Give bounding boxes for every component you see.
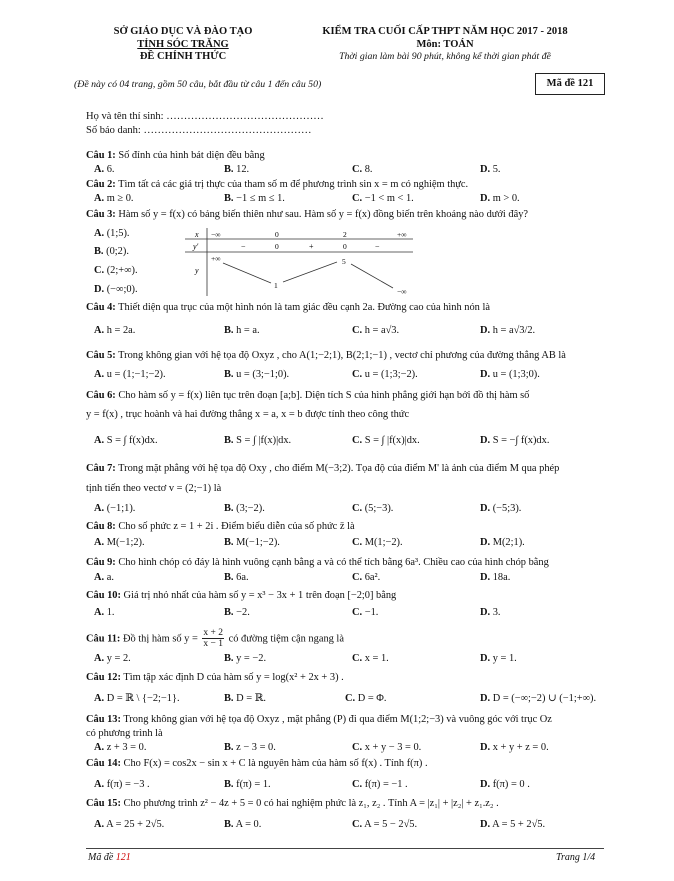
- question-4: [86, 301, 606, 314]
- vt-dy-1: 0: [275, 242, 279, 251]
- q15-option-a[interactable]: A. A = 25 + 2√5.: [94, 819, 165, 830]
- q2-option-b[interactable]: B. −1 ≤ m ≤ 1.: [224, 193, 285, 204]
- vt-x-3: +∞: [397, 230, 407, 239]
- q3-option-c[interactable]: C. (2;+∞).: [94, 265, 138, 276]
- q8-option-d[interactable]: D. M(2;1).: [480, 537, 525, 548]
- q7-text-line1: Trong mặt phẳng với hệ tọa độ Oxy , cho điểm M(−3;2). Tọa độ của điểm M' là ảnh của điểm M qua phép: [118, 463, 560, 474]
- question-14: [86, 757, 606, 770]
- q13-option-d[interactable]: D. x + y + z = 0.: [480, 742, 549, 753]
- q15-options: [0, 818, 674, 831]
- q11-options: [0, 652, 674, 665]
- q8-option-c[interactable]: C. M(1;−2).: [352, 537, 403, 548]
- q14-option-c[interactable]: C. f(π) = −1 .: [352, 779, 408, 790]
- q15-option-d[interactable]: D. A = 5 + 2√5.: [480, 819, 546, 830]
- q8-option-b[interactable]: B. M(−1;−2).: [224, 537, 280, 548]
- q7-label: Câu 7:: [86, 463, 116, 474]
- q12-label: Câu 12:: [86, 672, 121, 683]
- q5-option-b[interactable]: B. u = (3;−1;0).: [224, 369, 290, 380]
- q5-text: Trong không gian với hệ tọa độ Oxyz , cho A(1;−2;1), B(2;1;−1) , vectơ chỉ phương của đường thẳng AB là: [118, 350, 566, 361]
- q7-option-c[interactable]: C. (5;−3).: [352, 503, 394, 514]
- q3-option-b[interactable]: B. (0;2).: [94, 246, 129, 257]
- q15-option-b[interactable]: B. A = 0.: [224, 819, 262, 830]
- q3-option-a[interactable]: A. (1;5).: [94, 228, 130, 239]
- vt-y-3: −∞: [397, 287, 407, 296]
- question-2: [86, 178, 606, 191]
- vt-y-1: 1: [274, 281, 278, 290]
- q3-option-d[interactable]: D. (−∞;0).: [94, 284, 138, 295]
- question-10: [86, 589, 606, 602]
- q2-text: Tìm tất cả các giá trị thực của tham số m để phương trình sin x = m có nghiệm thực.: [118, 179, 469, 190]
- q9-option-a[interactable]: A. a.: [94, 572, 114, 583]
- q1-option-d[interactable]: D. 5.: [480, 164, 501, 175]
- q11-option-b[interactable]: B. y = −2.: [224, 653, 267, 664]
- q7-option-b[interactable]: B. (3;−2).: [224, 503, 265, 514]
- q7-text-line2: tịnh tiến theo vectơ v = (2;−1) là: [86, 483, 222, 494]
- q7-options: [0, 502, 674, 515]
- question-3: [86, 208, 606, 221]
- footer-page: Trang 1/4: [556, 852, 596, 863]
- q14-option-b[interactable]: B. f(π) = 1.: [224, 779, 271, 790]
- q15-label: Câu 15:: [86, 798, 121, 809]
- q11-fraction: [202, 628, 224, 650]
- q5-option-d[interactable]: D. u = (1;3;0).: [480, 369, 540, 380]
- footer-exam-code: [88, 852, 131, 865]
- q14-label: Câu 14:: [86, 758, 121, 769]
- q9-option-c[interactable]: C. 6a².: [352, 572, 381, 583]
- q1-text: Số đỉnh của hình bát diện đều bằng: [118, 150, 265, 161]
- q6-text-line2: y = f(x) , trục hoành và hai đường thẳng x = a, x = b được tính theo công thức: [86, 409, 410, 420]
- q2-label: Câu 2:: [86, 179, 116, 190]
- vt-y-0: +∞: [211, 254, 221, 263]
- vt-x-1: 0: [275, 230, 279, 239]
- q10-option-c[interactable]: C. −1.: [352, 607, 379, 618]
- q13-text-line2: có phương trình là: [86, 728, 163, 739]
- footer-code-number: 121: [115, 852, 131, 863]
- footer-divider: [86, 848, 604, 849]
- q6-option-a[interactable]: A. S = ∫ f(x)dx.: [94, 435, 158, 446]
- q1-option-b[interactable]: B. 12.: [224, 164, 250, 175]
- vt-dy-3: 0: [343, 242, 347, 251]
- q12-options: [0, 692, 674, 705]
- exam-title: KIỂM TRA CUỐI CẤP THPT NĂM HỌC 2017 - 2018: [322, 26, 568, 37]
- subject: Môn: TOÁN: [416, 38, 474, 50]
- q14-option-a[interactable]: A. f(π) = −3 .: [94, 779, 150, 790]
- q11-option-c[interactable]: C. x = 1.: [352, 653, 389, 664]
- q9-options: [0, 571, 674, 584]
- q6-option-b[interactable]: B. S = ∫ |f(x)|dx.: [224, 435, 292, 446]
- vt-dy-4: −: [375, 242, 380, 251]
- q6-option-c[interactable]: C. S = ∫ |f(x)|dx.: [352, 435, 420, 446]
- q6-text-line1: Cho hàm số y = f(x) liên tục trên đoạn [a;b]. Diện tích S của hình phẳng giới hạn bởi đồ thị hàm số: [118, 390, 530, 401]
- question-1: [86, 149, 606, 162]
- exam-code-box: Mã đề 121: [535, 73, 605, 95]
- q4-option-b[interactable]: B. h = a.: [224, 325, 260, 336]
- q13-label: Câu 13:: [86, 714, 121, 725]
- q7-option-a[interactable]: A. (−1;1).: [94, 503, 136, 514]
- q10-label: Câu 10:: [86, 590, 121, 601]
- q2-options: [0, 192, 674, 205]
- id-field: Số báo danh: …………………………………………: [86, 125, 312, 136]
- q12-option-d[interactable]: D. D = (−∞;−2) ∪ (−1;+∞).: [480, 693, 597, 704]
- vt-arrow-up: [283, 262, 337, 282]
- q9-text: Cho hình chóp có đáy là hình vuông cạnh bằng a và có thể tích bằng 6a³. Chiều cao của hình chóp bằng: [118, 557, 549, 568]
- q4-option-d[interactable]: D. h = a√3/2.: [480, 325, 536, 336]
- vt-dy-0: −: [241, 242, 246, 251]
- q12-option-c[interactable]: C. D = Φ.: [345, 693, 387, 704]
- dept-line1: SỞ GIÁO DỤC VÀ ĐÀO TẠO: [113, 26, 253, 37]
- q6-option-d[interactable]: D. S = −∫ f(x)dx.: [480, 435, 550, 446]
- vt-arrow-down-2: [351, 264, 393, 288]
- q5-option-c[interactable]: C. u = (1;3;−2).: [352, 369, 418, 380]
- q8-text: Cho số phức z = 1 + 2i . Điểm biểu diễn của số phức z̄ là: [118, 521, 355, 532]
- vt-dy-2: +: [309, 242, 314, 251]
- question-9: [86, 556, 606, 569]
- q13-options: [0, 741, 674, 754]
- q14-option-d[interactable]: D. f(π) = 0 .: [480, 779, 530, 790]
- question-8: [86, 520, 606, 533]
- q5-options: [0, 368, 674, 381]
- q12-option-b[interactable]: B. D = ℝ.: [224, 693, 266, 704]
- official-label: ĐỀ CHÍNH THỨC: [139, 51, 227, 63]
- q9-option-d[interactable]: D. 18a.: [480, 572, 511, 583]
- vt-row-dy: y': [193, 242, 199, 251]
- q7-option-d[interactable]: D. (−5;3).: [480, 503, 522, 514]
- q3-label: Câu 3:: [86, 209, 116, 220]
- dept-line2: TỈNH SÓC TRĂNG: [137, 38, 229, 50]
- q10-option-b[interactable]: B. −2.: [224, 607, 250, 618]
- vt-row-y: y: [195, 266, 199, 275]
- name-field: Họ và tên thí sinh: ………………………………………: [86, 111, 324, 122]
- q2-option-a[interactable]: A. m ≥ 0.: [94, 193, 134, 204]
- question-7: [86, 462, 606, 475]
- q10-text: Giá trị nhỏ nhất của hàm số y = x³ − 3x + 1 trên đoạn [−2;0] bằng: [123, 590, 397, 601]
- q13-option-a[interactable]: A. z + 3 = 0.: [94, 742, 147, 753]
- q5-option-a[interactable]: A. u = (1;−1;−2).: [94, 369, 166, 380]
- vt-arrow-down-1: [223, 263, 271, 283]
- q11-text-pre: Đồ thị hàm số y =: [122, 633, 198, 645]
- q11-label: Câu 11:: [86, 633, 121, 645]
- vt-x-2: 2: [343, 230, 347, 239]
- q13-option-b[interactable]: B. z − 3 = 0.: [224, 742, 276, 753]
- q4-label: Câu 4:: [86, 302, 116, 313]
- vt-x-0: −∞: [211, 230, 221, 239]
- q1-options: [0, 163, 674, 176]
- q8-label: Câu 8:: [86, 521, 116, 532]
- q11-numerator: x + 2: [203, 628, 224, 638]
- q11-option-a[interactable]: A. y = 2.: [94, 653, 131, 664]
- q2-option-c[interactable]: C. −1 < m < 1.: [352, 193, 414, 204]
- q1-option-c[interactable]: C. 8.: [352, 164, 373, 175]
- q8-option-a[interactable]: A. M(−1;2).: [94, 537, 145, 548]
- q11-denominator: x − 1: [203, 639, 224, 650]
- q11-text-post: có đường tiệm cận ngang là: [228, 633, 344, 645]
- q10-option-d[interactable]: D. 3.: [480, 607, 501, 618]
- q1-option-a[interactable]: A. 6.: [94, 164, 115, 175]
- q13-text-line1: Trong không gian với hệ tọa độ Oxyz , mặt phẳng (P) đi qua điểm M(1;2;−3) và vuông góc với trục Oz: [123, 714, 552, 725]
- q4-text: Thiết diện qua trục của một hình nón là tam giác đều cạnh 2a. Đường cao của hình nón là: [118, 302, 490, 313]
- q5-label: Câu 5:: [86, 350, 116, 361]
- q12-option-a[interactable]: A. D = ℝ \ {−2;−1}.: [94, 693, 180, 704]
- q15-text: Cho phương trình z² − 4z + 5 = 0 có hai nghiệm phức là z₁, z₂ . Tính A = |z₁| + |z₂| + z₁.z₂ .: [123, 798, 499, 809]
- q15-option-c[interactable]: C. A = 5 − 2√5.: [352, 819, 418, 830]
- q2-option-d[interactable]: D. m > 0.: [480, 193, 520, 204]
- vt-row-x: x: [195, 230, 199, 239]
- q9-option-b[interactable]: B. 6a.: [224, 572, 249, 583]
- q1-label: Câu 1:: [86, 150, 116, 161]
- header-right: [300, 26, 590, 63]
- q8-options: [0, 536, 674, 549]
- vt-y-2: 5: [342, 257, 346, 266]
- question-11: [86, 628, 606, 650]
- q6-options: [0, 434, 674, 447]
- q14-options: [0, 778, 674, 791]
- q6-label: Câu 6:: [86, 390, 116, 401]
- header-left: [88, 26, 278, 64]
- q13-option-c[interactable]: C. x + y − 3 = 0.: [352, 742, 422, 753]
- page-note: (Đề này có 04 trang, gồm 50 câu, bắt đầu từ câu 1 đến câu 50): [74, 79, 322, 90]
- q4-options: [0, 324, 674, 337]
- variation-table: [185, 228, 413, 296]
- q10-options: [0, 606, 674, 619]
- q10-option-a[interactable]: A. 1.: [94, 607, 115, 618]
- time-note: Thời gian làm bài 90 phút, không kể thời gian phát đề: [339, 51, 551, 63]
- footer-code-prefix: Mã đề: [88, 852, 116, 863]
- question-12: [86, 671, 606, 684]
- q12-text: Tìm tập xác định D của hàm số y = log(x² + 2x + 3) .: [123, 672, 344, 683]
- q14-text: Cho F(x) = cos2x − sin x + C là nguyên hàm của hàm số f(x) . Tính f(π) .: [123, 758, 428, 769]
- question-6: [86, 389, 606, 402]
- question-13: [86, 713, 606, 726]
- q3-text: Hàm số y = f(x) có bảng biến thiên như sau. Hàm số y = f(x) đồng biến trên khoảng nào dưới đây?: [118, 209, 529, 220]
- q9-label: Câu 9:: [86, 557, 116, 568]
- question-15: [86, 797, 606, 810]
- question-5: [86, 349, 606, 362]
- q11-option-d[interactable]: D. y = 1.: [480, 653, 517, 664]
- q4-option-a[interactable]: A. h = 2a.: [94, 325, 136, 336]
- q4-option-c[interactable]: C. h = a√3.: [352, 325, 400, 336]
